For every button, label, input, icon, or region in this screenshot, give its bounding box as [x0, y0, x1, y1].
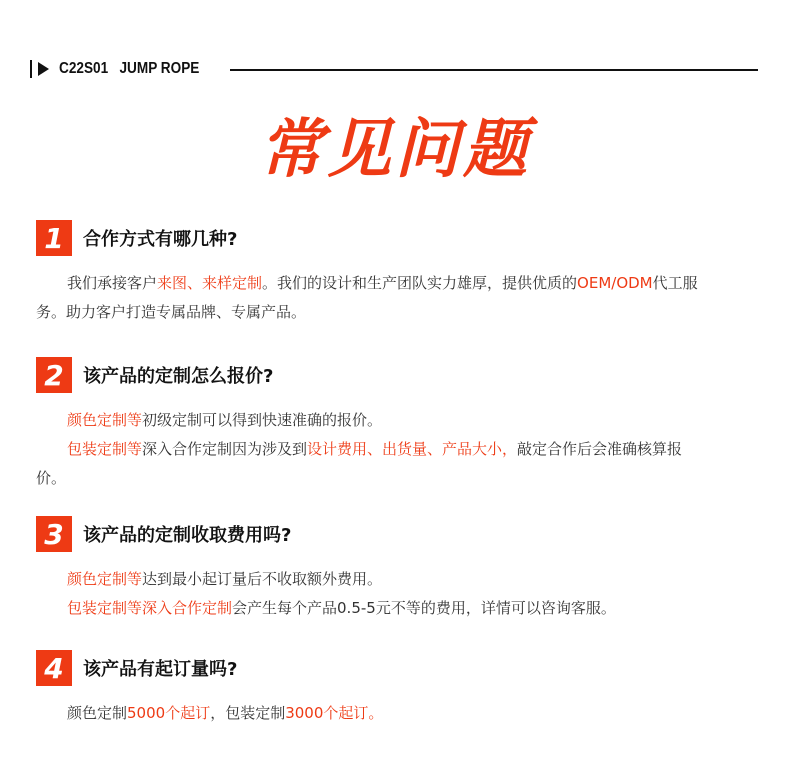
question-number-badge: 4	[36, 650, 72, 686]
page-title: 常见问题	[259, 113, 531, 187]
answer-text: 敲定合作后会准确核算报	[517, 440, 683, 458]
answer-line	[36, 594, 756, 623]
answer-highlight: 包装定制等深入合作定制	[67, 599, 233, 617]
faq-question-3	[36, 516, 291, 552]
faq-question-1	[36, 220, 237, 256]
answer-text: 颜色定制	[67, 704, 128, 722]
question-number-badge: 1	[36, 220, 72, 256]
faq-answer-4	[36, 699, 756, 728]
answer-line	[36, 406, 756, 435]
answer-line	[36, 565, 756, 594]
answer-text: 达到最小起订量后不收取额外费用。	[142, 570, 383, 588]
answer-line	[36, 435, 756, 464]
faq-answer-1	[36, 269, 756, 327]
question-text: 合作方式有哪几种?	[83, 229, 238, 250]
answer-text: ，包装定制	[210, 704, 286, 722]
product-code: C22S01 JUMP ROPE	[59, 60, 200, 77]
question-text: 该产品的定制收取费用吗?	[83, 525, 292, 546]
answer-line: 价。	[36, 469, 67, 487]
faq-answer-2	[36, 406, 756, 493]
answer-highlight: 颜色定制等	[67, 570, 143, 588]
question-text: 该产品有起订量吗?	[83, 659, 238, 680]
answer-text: 深入合作定制因为涉及到	[142, 440, 308, 458]
answer-text: 。我们的设计和生产团队实力雄厚，提供优质的	[262, 274, 578, 292]
answer-highlight: 来图、来样定制	[157, 274, 263, 292]
answer-line: 务。助力客户打造专属品牌、专属产品。	[36, 303, 307, 321]
answer-highlight: OEM/ODM	[577, 274, 653, 292]
section-header	[30, 56, 758, 82]
answer-highlight: 颜色定制等	[67, 411, 143, 429]
answer-line	[36, 699, 756, 728]
play-arrow-icon	[38, 62, 49, 76]
header-bar	[30, 60, 32, 78]
faq-question-4	[36, 650, 237, 686]
answer-highlight: 5000个起订	[127, 704, 211, 722]
faq-question-2	[36, 357, 273, 393]
answer-text: 我们承接客户	[67, 274, 158, 292]
answer-highlight: 包装定制等	[67, 440, 143, 458]
answer-text: 代工服	[652, 274, 698, 292]
answer-text: 初级定制可以得到快速准确的报价。	[142, 411, 383, 429]
answer-highlight: 3000个起订。	[285, 704, 384, 722]
answer-text: 会产生每个产品0.5-5元不等的费用，详情可以咨询客服。	[232, 599, 616, 617]
answer-line	[36, 269, 756, 298]
answer-highlight: 设计费用、出货量、产品大小，	[307, 440, 518, 458]
question-number-badge: 3	[36, 516, 72, 552]
question-text: 该产品的定制怎么报价?	[83, 366, 274, 387]
header-divider	[230, 69, 758, 71]
question-number-badge: 2	[36, 357, 72, 393]
faq-answer-3	[36, 565, 756, 623]
